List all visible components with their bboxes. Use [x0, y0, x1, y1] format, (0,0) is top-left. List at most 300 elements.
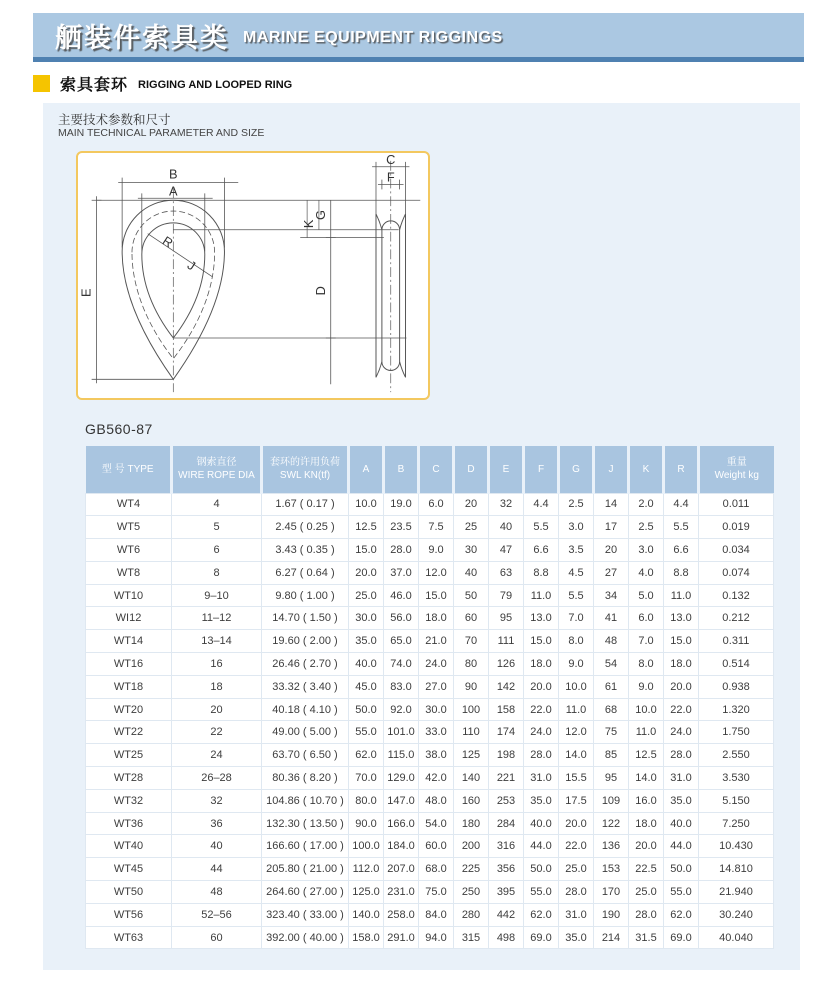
table-cell: 231.0 [384, 881, 419, 904]
table-cell: 8.8 [524, 561, 559, 584]
table-cell: 40.040 [699, 926, 774, 949]
table-cell: 20.0 [629, 835, 664, 858]
table-cell: 50.0 [664, 858, 699, 881]
table-cell: 12.0 [559, 721, 594, 744]
table-cell: 126 [489, 653, 524, 676]
table-cell: 63.70 ( 6.50 ) [262, 744, 349, 767]
table-cell: 6.0 [419, 493, 454, 516]
table-cell: 11.0 [664, 584, 699, 607]
table-cell: 5.5 [524, 516, 559, 539]
table-cell: 18.0 [664, 653, 699, 676]
table-cell: 205.80 ( 21.00 ) [262, 858, 349, 881]
table-cell: 30 [454, 539, 489, 562]
table-cell: WT22 [86, 721, 172, 744]
table-cell: WT20 [86, 698, 172, 721]
dim-label-J: J [184, 257, 199, 274]
table-cell: 84.0 [419, 903, 454, 926]
table-cell: 30.0 [419, 698, 454, 721]
dim-label-F: F [386, 169, 395, 185]
table-cell: 40.0 [664, 812, 699, 835]
table-cell: 140 [454, 767, 489, 790]
table-cell: 0.011 [699, 493, 774, 516]
table-row [86, 926, 774, 949]
table-cell: WT32 [86, 789, 172, 812]
table-cell: 395 [489, 881, 524, 904]
table-cell: 160 [454, 789, 489, 812]
table-cell: 32 [172, 789, 262, 812]
section-title-en: RIGGING AND LOOPED RING [138, 78, 293, 91]
table-cell: 136 [594, 835, 629, 858]
table-cell: 15.0 [664, 630, 699, 653]
table-cell: 22.0 [524, 698, 559, 721]
table-cell: 18.0 [629, 812, 664, 835]
table-cell: 0.074 [699, 561, 774, 584]
column-header: A [349, 446, 384, 493]
table-cell: 85 [594, 744, 629, 767]
table-cell: 90 [454, 675, 489, 698]
table-cell: 15.0 [524, 630, 559, 653]
table-cell: 498 [489, 926, 524, 949]
table-cell: 40.18 ( 4.10 ) [262, 698, 349, 721]
table-cell: WT5 [86, 516, 172, 539]
table-cell: 20.0 [349, 561, 384, 584]
table-cell: 0.019 [699, 516, 774, 539]
table-cell: 6.6 [524, 539, 559, 562]
banner-title-en: MARINE EQUIPMENT RIGGINGS [243, 29, 503, 46]
table-cell: 62.0 [524, 903, 559, 926]
table-row [86, 744, 774, 767]
table-cell: 284 [489, 812, 524, 835]
table-cell: 8.8 [664, 561, 699, 584]
table-cell: 28.0 [629, 903, 664, 926]
table-row [86, 721, 774, 744]
standard-number: GB560-87 [85, 421, 153, 437]
table-cell: 21.940 [699, 881, 774, 904]
table-cell: 10.430 [699, 835, 774, 858]
table-cell: 75 [594, 721, 629, 744]
table-cell: 60 [172, 926, 262, 949]
table-row [86, 881, 774, 904]
table-cell: 10.0 [349, 493, 384, 516]
subtitle-en: MAIN TECHNICAL PARAMETER AND SIZE [58, 127, 265, 139]
table-cell: 6.27 ( 0.64 ) [262, 561, 349, 584]
table-cell: 19.0 [384, 493, 419, 516]
table-cell: 50 [454, 584, 489, 607]
table-cell: 17.5 [559, 789, 594, 812]
table-cell: 31.5 [629, 926, 664, 949]
table-cell: 40 [454, 561, 489, 584]
table-cell: 2.5 [629, 516, 664, 539]
table-cell: 32 [489, 493, 524, 516]
table-cell: 207.0 [384, 858, 419, 881]
table-cell: 5.0 [629, 584, 664, 607]
section-title-zh: 索具套环 [60, 76, 129, 94]
table-row [86, 858, 774, 881]
table-cell: WT14 [86, 630, 172, 653]
table-row [86, 630, 774, 653]
table-row [86, 835, 774, 858]
table-cell: 20.0 [559, 812, 594, 835]
table-cell: 65.0 [384, 630, 419, 653]
table-cell: 46.0 [384, 584, 419, 607]
dim-label-A: A [169, 183, 178, 199]
table-cell: 200 [454, 835, 489, 858]
table-cell: 74.0 [384, 653, 419, 676]
table-cell: 25 [454, 516, 489, 539]
table-cell: 44 [172, 858, 262, 881]
table-cell: 45.0 [349, 675, 384, 698]
table-cell: 221 [489, 767, 524, 790]
table-cell: 20 [594, 539, 629, 562]
table-cell: 10.0 [629, 698, 664, 721]
dim-label-B: B [169, 166, 178, 182]
table-cell: 52–56 [172, 903, 262, 926]
table-cell: 101.0 [384, 721, 419, 744]
table-cell: 40.0 [349, 653, 384, 676]
table-cell: 2.550 [699, 744, 774, 767]
table-cell: 50.0 [524, 858, 559, 881]
table-cell: 79 [489, 584, 524, 607]
spec-table [85, 446, 774, 949]
table-cell: 55.0 [524, 881, 559, 904]
table-cell: 174 [489, 721, 524, 744]
table-cell: 4.4 [524, 493, 559, 516]
table-cell: 33.32 ( 3.40 ) [262, 675, 349, 698]
table-cell: 250 [454, 881, 489, 904]
table-cell: 33.0 [419, 721, 454, 744]
table-cell: 15.5 [559, 767, 594, 790]
table-cell: 68 [594, 698, 629, 721]
table-cell: WT10 [86, 584, 172, 607]
dim-label-K: K [301, 219, 317, 229]
column-header: F [524, 446, 559, 493]
table-cell: 60 [454, 607, 489, 630]
table-cell: 4.0 [629, 561, 664, 584]
table-cell: WT50 [86, 881, 172, 904]
table-cell: 54.0 [419, 812, 454, 835]
dim-label-R: R [159, 232, 176, 251]
table-row [86, 767, 774, 790]
table-cell: 5.5 [559, 584, 594, 607]
table-cell: 48.0 [419, 789, 454, 812]
column-header: C [419, 446, 454, 493]
table-cell: 4 [172, 493, 262, 516]
table-cell: 0.311 [699, 630, 774, 653]
table-cell: 23.5 [384, 516, 419, 539]
table-cell: 68.0 [419, 858, 454, 881]
table-cell: 70.0 [349, 767, 384, 790]
table-cell: 253 [489, 789, 524, 812]
table-cell: 315 [454, 926, 489, 949]
column-header: 重量 Weight kg [699, 446, 774, 493]
table-cell: 9–10 [172, 584, 262, 607]
table-cell: 40 [172, 835, 262, 858]
table-cell: WI12 [86, 607, 172, 630]
table-cell: 5.150 [699, 789, 774, 812]
table-cell: 100.0 [349, 835, 384, 858]
banner-title-zh: 舾装件索具类 [55, 22, 229, 53]
table-cell: 48 [594, 630, 629, 653]
table-cell: 80 [454, 653, 489, 676]
table-cell: WT4 [86, 493, 172, 516]
table-cell: 392.00 ( 40.00 ) [262, 926, 349, 949]
table-cell: 20.0 [524, 675, 559, 698]
table-cell: 60.0 [419, 835, 454, 858]
table-cell: 5 [172, 516, 262, 539]
table-cell: 34 [594, 584, 629, 607]
table-cell: 190 [594, 903, 629, 926]
table-cell: 48 [172, 881, 262, 904]
table-cell: 356 [489, 858, 524, 881]
table-cell: 21.0 [419, 630, 454, 653]
table-cell: 22 [172, 721, 262, 744]
table-cell: 7.0 [629, 630, 664, 653]
table-cell: 62.0 [349, 744, 384, 767]
table-cell: 13.0 [524, 607, 559, 630]
table-cell: 1.67 ( 0.17 ) [262, 493, 349, 516]
table-cell: 80.36 ( 8.20 ) [262, 767, 349, 790]
table-cell: WT6 [86, 539, 172, 562]
yellow-square-icon [33, 75, 50, 92]
table-cell: 20 [454, 493, 489, 516]
table-cell: 104.86 ( 10.70 ) [262, 789, 349, 812]
table-cell: 3.0 [559, 516, 594, 539]
table-cell: 11.0 [629, 721, 664, 744]
table-cell: 50.0 [349, 698, 384, 721]
table-row [86, 493, 774, 516]
dim-label-G: G [312, 210, 328, 220]
table-cell: 264.60 ( 27.00 ) [262, 881, 349, 904]
table-cell: 25.0 [629, 881, 664, 904]
table-cell: 44.0 [664, 835, 699, 858]
table-cell: 16.0 [629, 789, 664, 812]
table-cell: 17 [594, 516, 629, 539]
table-cell: 55.0 [349, 721, 384, 744]
table-cell: 25.0 [559, 858, 594, 881]
table-row [86, 675, 774, 698]
table-cell: 27.0 [419, 675, 454, 698]
table-cell: 100 [454, 698, 489, 721]
table-cell: 35.0 [524, 789, 559, 812]
table-cell: 0.034 [699, 539, 774, 562]
table-cell: 11.0 [524, 584, 559, 607]
table-cell: WT28 [86, 767, 172, 790]
table-cell: 4.5 [559, 561, 594, 584]
table-cell: 13–14 [172, 630, 262, 653]
table-cell: 35.0 [349, 630, 384, 653]
table-cell: 24.0 [664, 721, 699, 744]
section-header [33, 74, 292, 92]
table-cell: 95 [489, 607, 524, 630]
table-cell: 214 [594, 926, 629, 949]
table-cell: 40 [489, 516, 524, 539]
table-cell: 7.250 [699, 812, 774, 835]
table-cell: 7.5 [419, 516, 454, 539]
table-cell: 62.0 [664, 903, 699, 926]
table-cell: 8.0 [559, 630, 594, 653]
table-cell: 140.0 [349, 903, 384, 926]
table-cell: 132.30 ( 13.50 ) [262, 812, 349, 835]
table-cell: 0.514 [699, 653, 774, 676]
table-cell: 61 [594, 675, 629, 698]
table-row [86, 607, 774, 630]
table-cell: 22.0 [559, 835, 594, 858]
table-cell: 2.5 [559, 493, 594, 516]
column-header: R [664, 446, 699, 493]
table-cell: 198 [489, 744, 524, 767]
table-cell: 18 [172, 675, 262, 698]
table-cell: 6 [172, 539, 262, 562]
table-cell: 125 [454, 744, 489, 767]
table-cell: 55.0 [664, 881, 699, 904]
table-cell: 258.0 [384, 903, 419, 926]
table-cell: 12.0 [419, 561, 454, 584]
column-header: 钢索直径 WIRE ROPE DIA [172, 446, 262, 493]
table-cell: WT40 [86, 835, 172, 858]
table-cell: 14.810 [699, 858, 774, 881]
table-cell: 24 [172, 744, 262, 767]
column-header: K [629, 446, 664, 493]
table-cell: 8.0 [629, 653, 664, 676]
table-cell: WT8 [86, 561, 172, 584]
table-cell: 24.0 [419, 653, 454, 676]
table-cell: 83.0 [384, 675, 419, 698]
table-cell: 316 [489, 835, 524, 858]
table-cell: 142 [489, 675, 524, 698]
table-row [86, 653, 774, 676]
content-panel [43, 103, 800, 970]
table-cell: 2.45 ( 0.25 ) [262, 516, 349, 539]
subtitle-zh: 主要技术参数和尺寸 [58, 113, 171, 127]
table-cell: 0.938 [699, 675, 774, 698]
table-cell: 3.0 [629, 539, 664, 562]
table-cell: 323.40 ( 33.00 ) [262, 903, 349, 926]
column-header: J [594, 446, 629, 493]
table-cell: 125.0 [349, 881, 384, 904]
table-cell: 41 [594, 607, 629, 630]
table-cell: 31.0 [664, 767, 699, 790]
table-cell: 180 [454, 812, 489, 835]
table-cell: 225 [454, 858, 489, 881]
table-cell: 28.0 [524, 744, 559, 767]
table-cell: 22.0 [664, 698, 699, 721]
table-cell: 24.0 [524, 721, 559, 744]
table-cell: 63 [489, 561, 524, 584]
table-row [86, 539, 774, 562]
table-cell: 14 [594, 493, 629, 516]
header-row [86, 446, 774, 493]
table-cell: 12.5 [349, 516, 384, 539]
table-cell: 16 [172, 653, 262, 676]
table-cell: 1.320 [699, 698, 774, 721]
table-row [86, 698, 774, 721]
table-cell: 30.0 [349, 607, 384, 630]
table-cell: 109 [594, 789, 629, 812]
table-cell: 90.0 [349, 812, 384, 835]
thimble-technical-drawing [76, 151, 430, 400]
table-cell: 40.0 [524, 812, 559, 835]
table-cell: 153 [594, 858, 629, 881]
table-cell: 20 [172, 698, 262, 721]
table-cell: 36 [172, 812, 262, 835]
table-cell: 35.0 [559, 926, 594, 949]
table-row [86, 789, 774, 812]
table-cell: 19.60 ( 2.00 ) [262, 630, 349, 653]
table-cell: 80.0 [349, 789, 384, 812]
table-cell: 184.0 [384, 835, 419, 858]
table-cell: 111 [489, 630, 524, 653]
table-cell: WT16 [86, 653, 172, 676]
table-cell: WT36 [86, 812, 172, 835]
table-cell: 28.0 [559, 881, 594, 904]
table-row [86, 903, 774, 926]
page-banner [33, 13, 804, 62]
table-cell: 35.0 [664, 789, 699, 812]
table-cell: 47 [489, 539, 524, 562]
table-cell: WT18 [86, 675, 172, 698]
table-cell: 42.0 [419, 767, 454, 790]
column-header: D [454, 446, 489, 493]
table-cell: 28.0 [664, 744, 699, 767]
column-header: 套环的许用负荷 SWL KN(tf) [262, 446, 349, 493]
dim-label-C: C [386, 153, 396, 167]
table-cell: 280 [454, 903, 489, 926]
column-header: G [559, 446, 594, 493]
table-cell: 11.0 [559, 698, 594, 721]
spec-table-head [86, 446, 774, 493]
table-cell: 1.750 [699, 721, 774, 744]
table-cell: WT45 [86, 858, 172, 881]
table-cell: 15.0 [419, 584, 454, 607]
table-cell: 122 [594, 812, 629, 835]
table-cell: 8 [172, 561, 262, 584]
table-cell: WT25 [86, 744, 172, 767]
table-cell: 54 [594, 653, 629, 676]
table-row [86, 812, 774, 835]
table-cell: 11–12 [172, 607, 262, 630]
table-cell: 37.0 [384, 561, 419, 584]
table-cell: 0.212 [699, 607, 774, 630]
table-cell: 22.5 [629, 858, 664, 881]
table-cell: 158.0 [349, 926, 384, 949]
table-cell: 3.530 [699, 767, 774, 790]
table-cell: 129.0 [384, 767, 419, 790]
table-cell: 158 [489, 698, 524, 721]
table-cell: 5.5 [664, 516, 699, 539]
table-cell: 26.46 ( 2.70 ) [262, 653, 349, 676]
table-cell: 166.0 [384, 812, 419, 835]
table-cell: 112.0 [349, 858, 384, 881]
table-cell: 10.0 [559, 675, 594, 698]
table-cell: 31.0 [559, 903, 594, 926]
table-cell: 15.0 [349, 539, 384, 562]
table-cell: 70 [454, 630, 489, 653]
table-cell: 31.0 [524, 767, 559, 790]
table-cell: 14.70 ( 1.50 ) [262, 607, 349, 630]
table-cell: 9.0 [629, 675, 664, 698]
table-cell: 26–28 [172, 767, 262, 790]
dim-label-D: D [312, 286, 328, 296]
table-cell: 147.0 [384, 789, 419, 812]
column-header: 型 号 TYPE [86, 446, 172, 493]
table-cell: 13.0 [664, 607, 699, 630]
table-cell: 69.0 [664, 926, 699, 949]
table-cell: 442 [489, 903, 524, 926]
table-cell: 115.0 [384, 744, 419, 767]
column-header: E [489, 446, 524, 493]
table-cell: 110 [454, 721, 489, 744]
table-cell: 95 [594, 767, 629, 790]
